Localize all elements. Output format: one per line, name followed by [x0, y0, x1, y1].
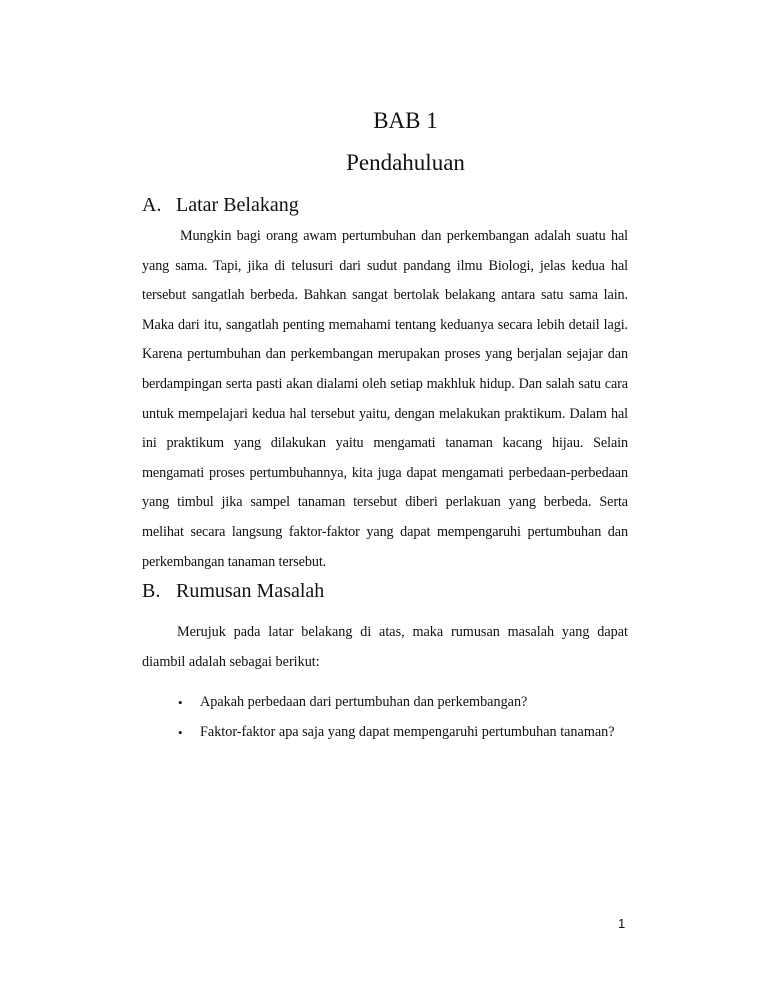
- section-a-title: Latar Belakang: [176, 194, 299, 216]
- bullet-icon: •: [178, 695, 183, 710]
- section-b-letter: B.: [142, 580, 161, 602]
- page-number: 1: [618, 916, 626, 931]
- section-a-heading: [142, 194, 299, 217]
- section-b-title: Rumusan Masalah: [176, 580, 325, 602]
- section-a-paragraph: Mungkin bagi orang awam pertumbuhan dan perkembangan adalah suatu hal yang sama. Tapi, jika di telusuri dari sudut pandang ilmu Biologi, jelas kedua hal tersebut sangatlah berbeda. Bahkan sangat bertolak belakang antara satu sama lain. Maka dari itu, sangatlah penting memahami tentang keduanya secara lebih detail lagi. Karena pertumbuhan dan perkembangan merupakan proses yang berjalan sejajar dan berdampingan serta pasti akan dialami oleh setiap makhluk hidup. Dan salah satu cara untuk mempelajari kedua hal tersebut yaitu, dengan melakukan praktikum. Dalam hal ini praktikum yang dilakukan yaitu mengamati tanaman kacang hijau. Selain mengamati proses pertumbuhannya, kita juga dapat mengamati perbedaan-perbedaan yang timbul jika sampel tanaman tersebut diberi perlakuan yang berbeda. Serta melihat secara langsung faktor-faktor yang dapat mempengaruhi pertumbuhan dan perkembangan tanaman tersebut.: [142, 228, 628, 570]
- list-item-text: Apakah perbedaan dari pertumbuhan dan perkembangan?: [200, 694, 528, 710]
- chapter-number: BAB 1: [373, 108, 438, 133]
- bullet-icon: •: [178, 724, 183, 740]
- list-item-text: Faktor-faktor apa saja yang dapat mempengaruhi pertumbuhan tanaman?: [200, 723, 615, 740]
- section-a-letter: A.: [142, 194, 162, 216]
- list-item: [142, 688, 628, 718]
- section-b-heading: [142, 580, 324, 603]
- chapter-title: Pendahuluan: [346, 150, 465, 175]
- problem-list: [142, 688, 628, 747]
- list-item: [142, 718, 628, 748]
- section-b-paragraph: Merujuk pada latar belakang di atas, maka rumusan masalah yang dapat diambil adalah sebagai berikut:: [142, 624, 628, 670]
